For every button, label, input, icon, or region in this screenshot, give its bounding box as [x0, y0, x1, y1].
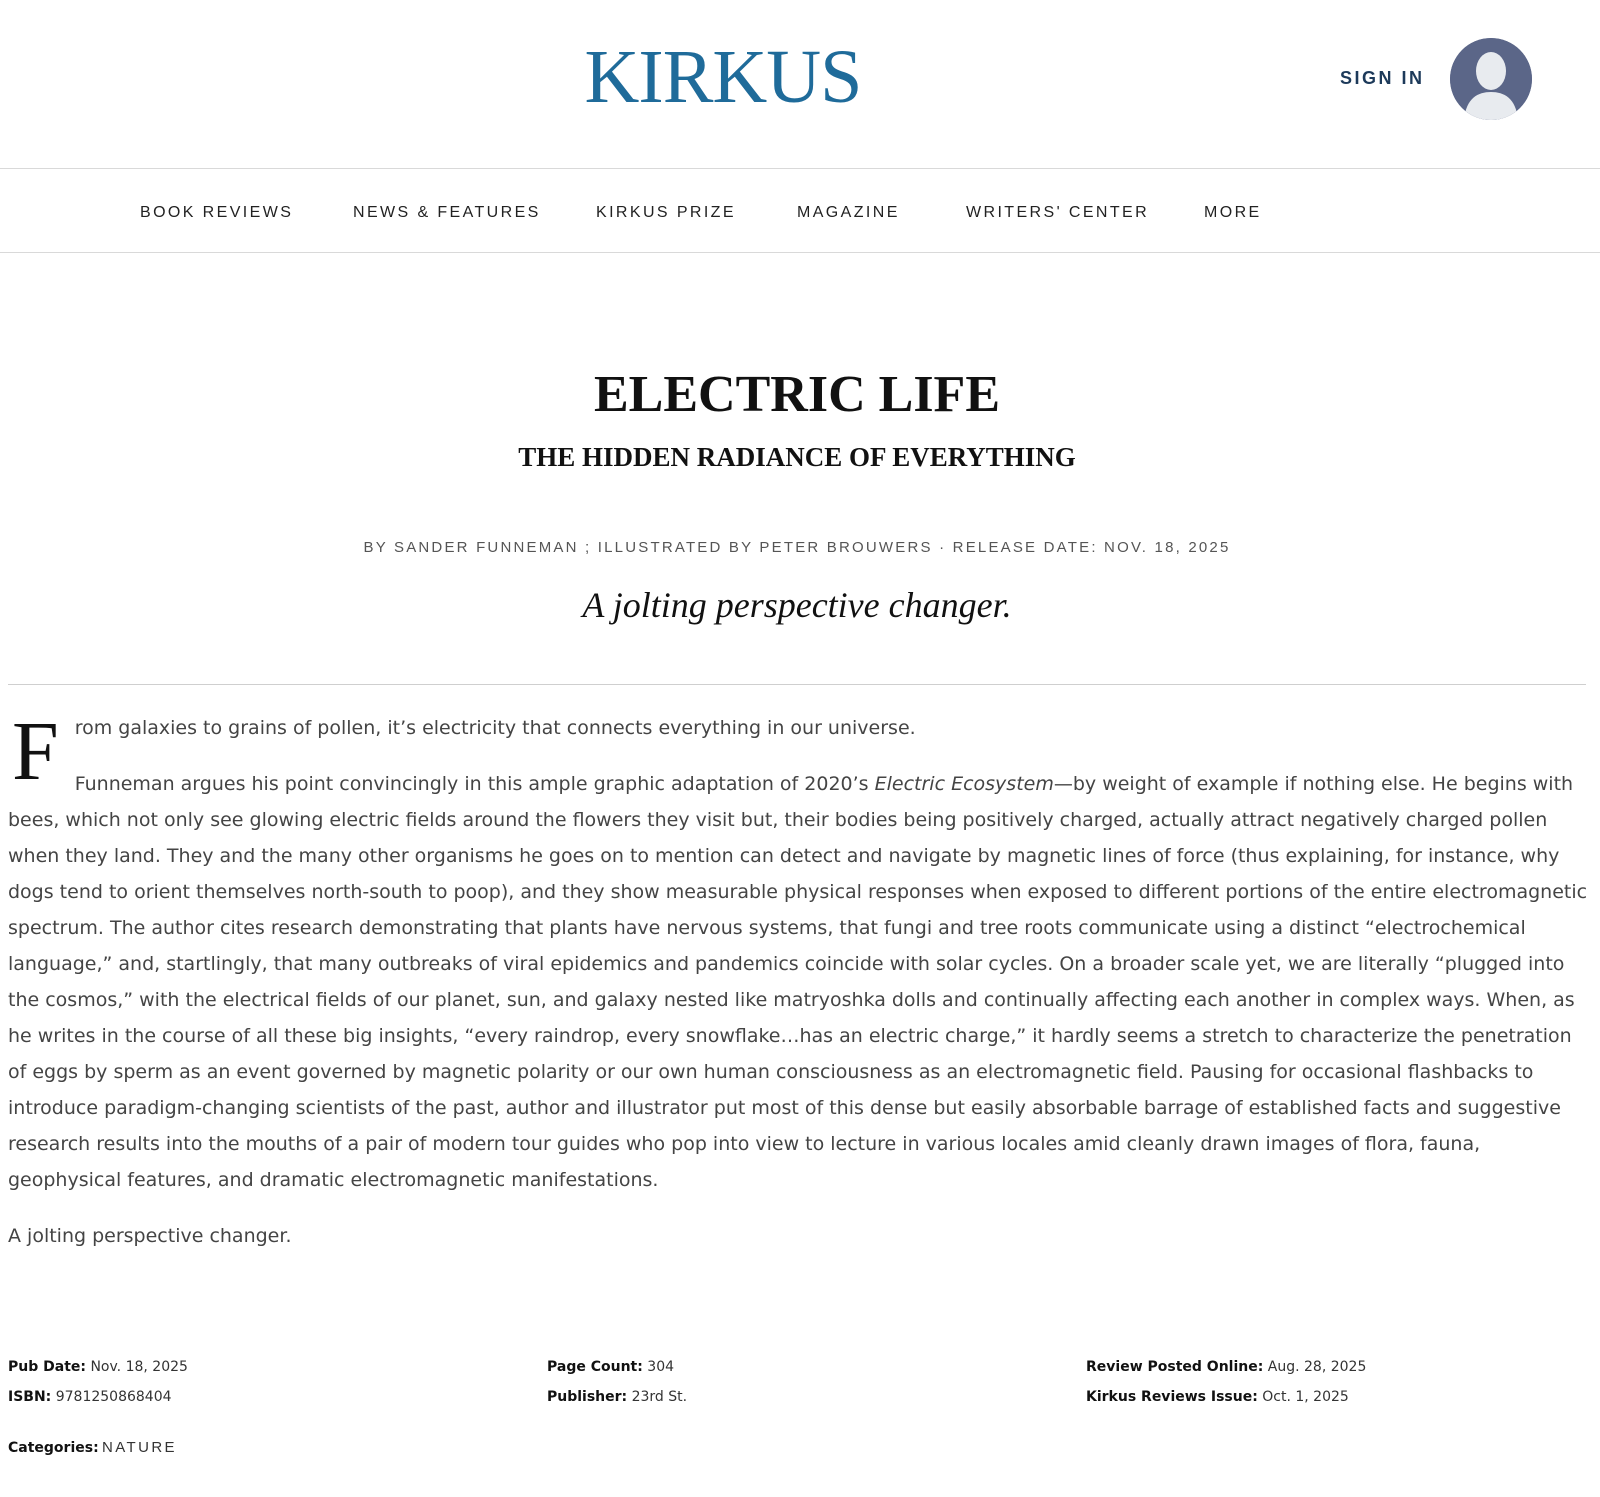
- review-body: [8, 705, 1588, 1274]
- pub-date-label: Pub Date:: [8, 1359, 86, 1375]
- reviews-issue-label: Kirkus Reviews Issue:: [1086, 1389, 1258, 1405]
- review-paragraph-2: [8, 766, 1588, 1198]
- pull-quote: A jolting perspective changer.: [582, 585, 1012, 625]
- nav-writers-center[interactable]: WRITERS' CENTER: [966, 204, 1150, 221]
- user-avatar-icon[interactable]: [1450, 38, 1532, 120]
- review-paragraph-2-text-a: Funneman argues his point convincingly in this ample graphic adaptation of 2020’s: [74, 773, 875, 795]
- book-title: ELECTRIC LIFE: [594, 366, 1000, 423]
- book-subtitle: THE HIDDEN RADIANCE OF EVERYTHING: [518, 442, 1076, 472]
- review-posted-value: Aug. 28, 2025: [1267, 1359, 1367, 1375]
- byline: BY SANDER FUNNEMAN ; ILLUSTRATED BY PETER BROUWERS · RELEASE DATE: NOV. 18, 2025: [363, 539, 1231, 556]
- nav-kirkus-prize[interactable]: KIRKUS PRIZE: [596, 204, 736, 221]
- kirkus-logo[interactable]: KIRKUS: [584, 35, 862, 119]
- review-paragraph-3: A jolting perspective changer.: [8, 1225, 292, 1247]
- nav-more[interactable]: MORE: [1204, 204, 1262, 221]
- sign-in-link[interactable]: SIGN IN: [1340, 68, 1425, 88]
- book-source-title: Electric Ecosystem: [874, 773, 1054, 795]
- page-count: [547, 1359, 674, 1375]
- publisher-value: 23rd St.: [631, 1389, 688, 1405]
- publisher: [547, 1389, 687, 1405]
- review-paragraph-1: [8, 710, 1588, 746]
- category-link-nature[interactable]: NATURE: [102, 1439, 177, 1456]
- page-count-label: Page Count:: [547, 1359, 643, 1375]
- review-paragraph-1-text: rom galaxies to grains of pollen, it’s electricity that connects everything in our universe.: [74, 717, 916, 739]
- review-posted-label: Review Posted Online:: [1086, 1359, 1264, 1375]
- pub-date-value: Nov. 18, 2025: [90, 1359, 188, 1375]
- publisher-label: Publisher:: [547, 1389, 628, 1405]
- nav-magazine[interactable]: MAGAZINE: [797, 204, 900, 221]
- pub-date: [8, 1359, 188, 1375]
- isbn-value: 9781250868404: [55, 1389, 172, 1405]
- isbn-label: ISBN:: [8, 1389, 52, 1405]
- page-count-value: 304: [647, 1359, 675, 1375]
- categories-label: Categories:: [8, 1440, 99, 1456]
- divider: [8, 684, 1586, 685]
- main-nav: [0, 169, 1600, 253]
- drop-cap: F: [12, 705, 59, 798]
- site-header: [0, 0, 1600, 169]
- nav-book-reviews[interactable]: BOOK REVIEWS: [140, 204, 294, 221]
- review-paragraph-2-text-b: —by weight of example if nothing else. He begins with bees, which not only see glowing electric fields around the flowers they visit but, their bodies being positively charged, actually attract negatively charged pollen when they land. They and the many other organisms he goes on to mention can detect and navigate by magnetic lines of force (thus explaining, for instance, why dogs tend to orient themselves north-south to poop), and they show measurable physical responses when exposed to different portions of the entire electromagnetic spectrum. The author cites research demonstrating that plants have nervous systems, that fungi and tree roots communicate using a distinct “electrochemical language,” and, startlingly, that many outbreaks of viral epidemics and pandemics coincide with solar cycles. On a broader scale yet, we are literally “plugged into the cosmos,” with the electrical fields of our planet, sun, and galaxy nested like matryoshka dolls and continually affecting each another in complex ways. When, as he writes in the course of all these big insights, “every raindrop, every snowflake…has an electric charge,” it hardly seems a stretch to characterize the penetration of eggs by sperm as an event governed by magnetic polarity or our own human consciousness as an electromagnetic field. Pausing for occasional flashbacks to introduce paradigm-changing scientists of the past, author and illustrator put most of this dense but easily absorbable barrage of established facts and suggestive research results into the mouths of a pair of modern tour guides who pop into view to lecture in various locales amid cleanly drawn images of flora, fauna, geophysical features, and dramatic electromagnetic manifestations.: [8, 773, 1588, 1191]
- reviews-issue-value: Oct. 1, 2025: [1262, 1389, 1349, 1405]
- isbn: [8, 1389, 172, 1405]
- reviews-issue: [1086, 1389, 1349, 1405]
- nav-news-features[interactable]: NEWS & FEATURES: [353, 204, 541, 221]
- review-posted: [1086, 1359, 1366, 1375]
